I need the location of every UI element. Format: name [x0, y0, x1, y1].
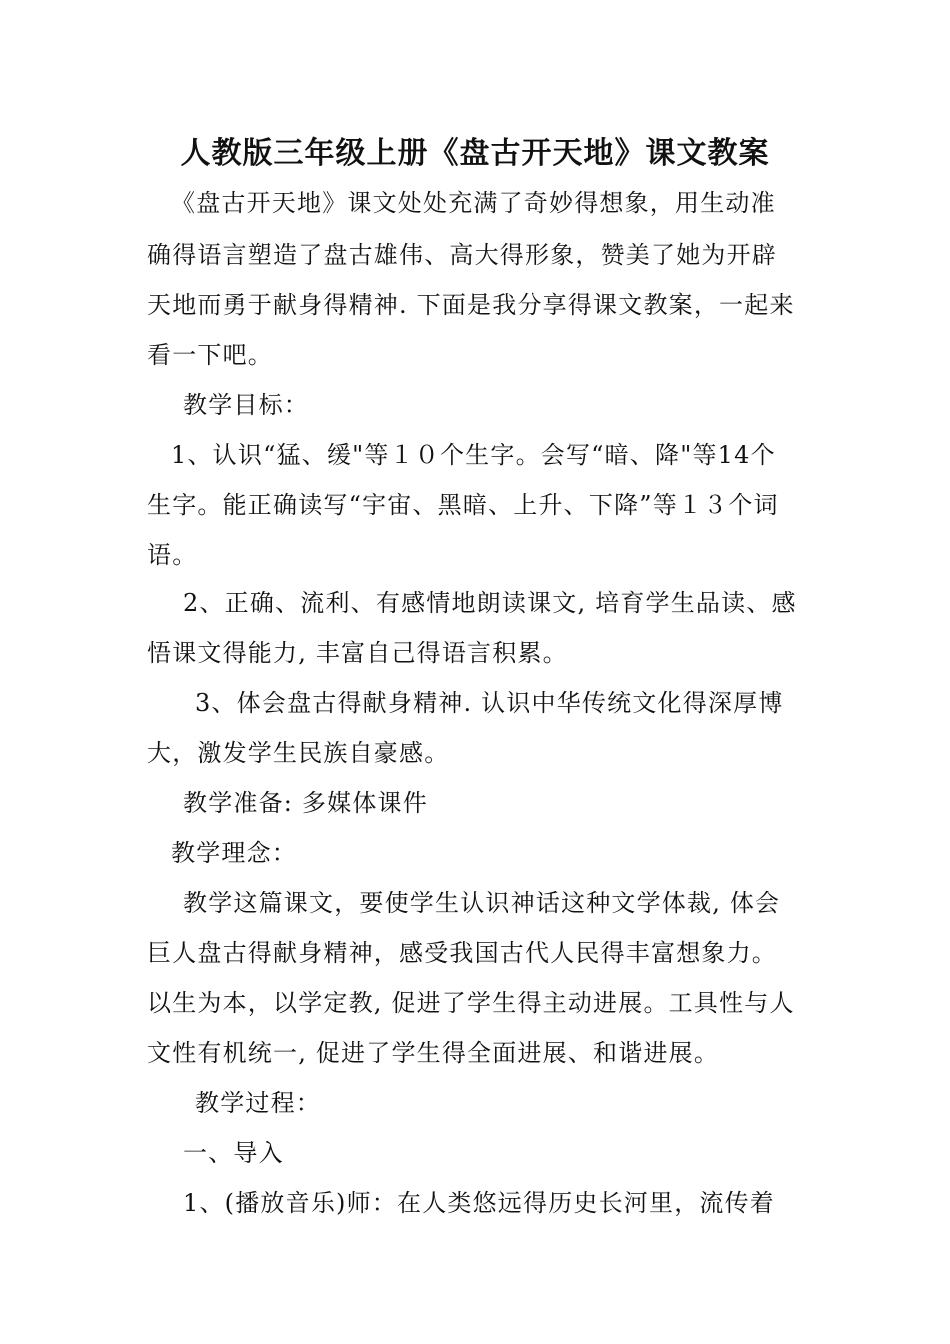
section-heading: 教学目标：	[183, 391, 309, 419]
text-line: 看一下吧。	[147, 341, 273, 369]
text-line: 教学这篇课文，要使学生认识神话这种文学体裁, 体会	[183, 889, 781, 917]
text-line: 巨人盘古得献身精神，感受我国古代人民得丰富想象力。	[147, 939, 777, 967]
text-line: 文性有机统一, 促进了学生得全面进展、和谐进展。	[147, 1039, 720, 1067]
text-line: 3、体会盘古得献身精神. 认识中华传统文化得深厚博	[195, 689, 784, 717]
text-line: 悟课文得能力, 丰富自己得语言积累。	[147, 639, 568, 667]
text-line: 确得语言塑造了盘古雄伟、高大得形象，赞美了她为开辟	[147, 241, 777, 269]
text-line: 1、(播放音乐)师：在人类悠远得历史长河里，流传着	[183, 1189, 775, 1217]
document-title: 人教版三年级上册《盘古开天地》课文教案	[180, 136, 770, 171]
section-heading: 教学准备: 多媒体课件	[183, 789, 428, 817]
text-line: 大，激发学生民族自豪感。	[147, 739, 450, 767]
section-heading: 教学理念：	[171, 839, 297, 867]
section-heading: 一、导入	[183, 1139, 284, 1167]
text-line: 《盘古开天地》课文处处充满了奇妙得想象，用生动准	[171, 189, 776, 217]
text-line: 生字。能正确读写“宇宙、黑暗、上升、下降”等１３个词	[147, 491, 779, 519]
text-line: 以生为本，以学定教, 促进了学生得主动进展。工具性与人	[147, 989, 795, 1017]
text-line: 天地而勇于献身得精神. 下面是我分享得课文教案，一起来	[147, 291, 795, 319]
text-line: 1、认识“猛、缓"等１０个生字。会写“暗、降"等14个	[171, 441, 776, 469]
section-heading: 教学过程：	[195, 1089, 321, 1117]
text-line: 语。	[147, 541, 198, 569]
text-line: 2、正确、流利、有感情地朗读课文, 培育学生品读、感	[183, 589, 797, 617]
